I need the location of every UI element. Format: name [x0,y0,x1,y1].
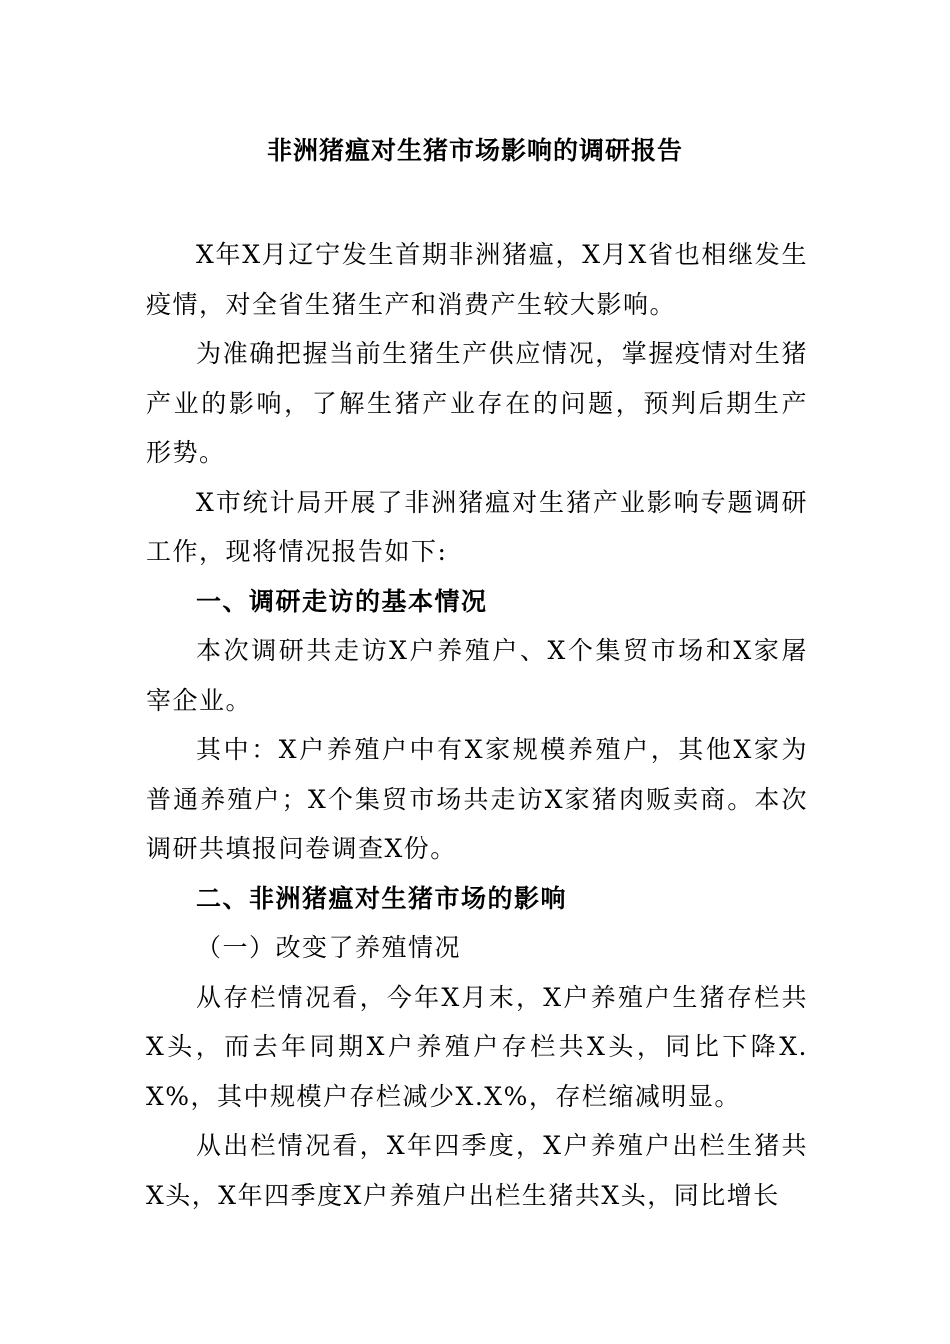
paragraph-survey-work: X市统计局开展了非洲猪瘟对生猪产业影响专题调研工作，现将情况报告如下: [146,487,808,566]
paragraph-purpose: 为准确把握当前生猪生产供应情况，掌握疫情对生猪产业的影响，了解生猪产业存在的问题，预判后期生产形势。 [146,339,808,467]
paragraph-stock: 从存栏情况看，今年X月末，X户养殖户生猪存栏共X头，而去年同期X户养殖户存栏共X头，同比下降X.X%，其中规模户存栏减少X.X%，存栏缩减明显。 [146,982,808,1111]
paragraph-visits: 本次调研共走访X户养殖户、X个集贸市场和X家屠宰企业。 [146,636,808,715]
section-heading-1: 一、调研走访的基本情况 [196,586,488,616]
document-body [146,230,808,1220]
paragraph-details: 其中：X户养殖户中有X家规模养殖户，其他X家为普通养殖户；X个集贸市场共走访X家猪肉贩卖商。本次调研共填报问卷调查X份。 [146,735,808,863]
paragraph-slaughter: 从出栏情况看，X年四季度，X户养殖户出栏生猪共X头，X年四季度X户养殖户出栏生猪共X头，同比增长 [146,1131,808,1210]
section-heading-2: 二、非洲猪瘟对生猪市场的影响 [196,883,568,913]
document-title: 非洲猪瘟对生猪市场影响的调研报告 [266,136,683,165]
paragraph-intro: X年X月辽宁发生首期非洲猪瘟，X月X省也相继发生疫情，对全省生猪生产和消费产生较大影响。 [146,240,808,319]
subsection-heading-1: （一）改变了养殖情况 [196,933,462,962]
